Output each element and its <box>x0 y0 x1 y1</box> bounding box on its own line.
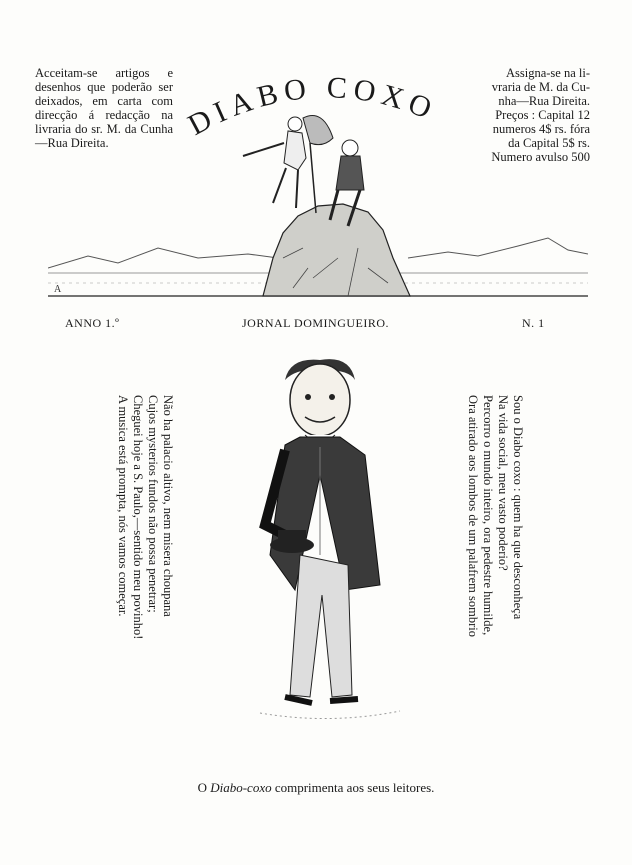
verse-line: Ora atirado aos lombos de um palafrem sombrio <box>466 395 480 637</box>
issue-year: ANNO 1.º <box>65 316 120 330</box>
subscription-line: da Capital 5$ rs. <box>508 136 590 150</box>
subscription-line: Preços : Capital 12 <box>495 108 590 122</box>
subscription-line: nha—Rua Direita. <box>498 94 590 108</box>
caption-italic: Diabo-coxo <box>210 780 272 795</box>
masthead-illustration <box>48 108 588 304</box>
figure-caption <box>0 780 632 796</box>
submission-notice: Acceitam-se artigos e desenhos que poderão ser deixados, em carta com direcção á redacção na livraria do sr. M. da Cunha—Rua Direita. <box>35 66 173 150</box>
subscription-line: vraria de M. da Cu- <box>491 80 590 94</box>
verse-line: A musica está prompta, nós vamos começar. <box>116 395 130 617</box>
verse-left <box>115 395 175 639</box>
verse-line: Percorro o mundo inteiro, ora pedestre humilde, <box>481 395 495 636</box>
subscription-line: numeros 4$ rs. fóra <box>492 122 590 136</box>
subscription-line: Numero avulso 500 <box>491 150 590 164</box>
caption-suffix: comprimenta aos seus leitores. <box>271 780 435 795</box>
issue-number: N. 1 <box>522 316 545 330</box>
verse-line: Sou o Diabo coxo : quem ha que desconheça <box>511 395 525 620</box>
verse-line: Não ha palacio altivo, nem misera choupana <box>161 395 175 617</box>
verse-line: Na vida social, meu vasto poderio? <box>496 395 510 571</box>
verse-line: Cujos mysterios fundos não possa penetrar; <box>146 395 160 613</box>
subscription-line: Assigna-se na li- <box>505 66 590 80</box>
svg-text:A: A <box>54 284 62 295</box>
caption-prefix: O <box>197 780 211 795</box>
verse-line: Cheguei hoje a S. Paulo,—sentido meu povinho! <box>131 395 145 640</box>
verse-right <box>465 395 525 637</box>
masthead-title-text: DIABO COXO <box>182 71 442 142</box>
caricature-figure <box>240 355 420 735</box>
journal-subtitle: JORNAL DOMINGUEIRO. <box>242 316 390 330</box>
